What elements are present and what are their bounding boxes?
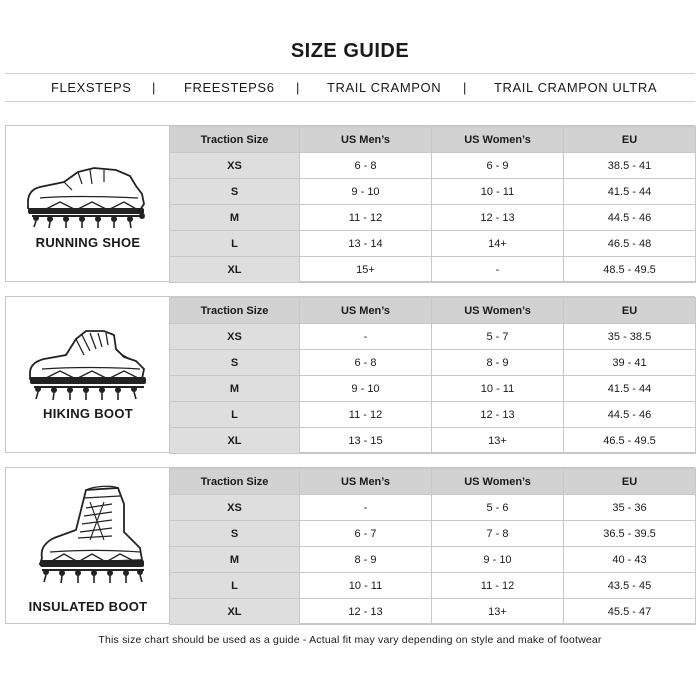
- column-header: US Women’s: [432, 298, 564, 324]
- table-row: [170, 547, 696, 573]
- table-cell: 35 - 38.5: [564, 324, 696, 350]
- table-row: [170, 257, 696, 283]
- size-table: [169, 297, 696, 454]
- table-row: [170, 179, 696, 205]
- fit-disclaimer: This size chart should be used as a guide - Actual fit may vary depending on style and make of footwear: [98, 634, 602, 646]
- section-label: HIKING BOOT: [43, 406, 133, 421]
- tab-trail-crampon[interactable]: TRAIL CRAMPON: [327, 80, 442, 95]
- table-cell: 13+: [432, 599, 564, 625]
- column-header: Traction Size: [170, 298, 300, 324]
- table-cell: 41.5 - 44: [564, 376, 696, 402]
- table-cell: 6 - 8: [300, 350, 432, 376]
- product-tabs: [0, 80, 700, 98]
- table-cell: 6 - 8: [300, 153, 432, 179]
- table-cell: 48.5 - 49.5: [564, 257, 696, 283]
- section-label: INSULATED BOOT: [28, 599, 148, 614]
- size-section-hiking-boot: [5, 296, 695, 453]
- table-cell: 13 - 15: [300, 428, 432, 454]
- table-row: [170, 573, 696, 599]
- table-cell: 13+: [432, 428, 564, 454]
- traction-size-cell: XS: [170, 324, 300, 350]
- column-header: Traction Size: [170, 469, 300, 495]
- column-header: US Women’s: [432, 127, 564, 153]
- table-cell: 38.5 - 41: [564, 153, 696, 179]
- tab-freesteps6[interactable]: FREESTEPS6: [184, 80, 275, 95]
- insulated-boot-icon: [20, 482, 150, 590]
- size-table: [169, 126, 696, 283]
- section-left-panel: [5, 126, 170, 281]
- table-cell: 9 - 10: [300, 179, 432, 205]
- table-cell: 14+: [432, 231, 564, 257]
- traction-size-cell: XL: [170, 428, 300, 454]
- table-cell: 13 - 14: [300, 231, 432, 257]
- table-cell: -: [300, 495, 432, 521]
- traction-size-cell: S: [170, 350, 300, 376]
- table-row: [170, 205, 696, 231]
- table-header-row: [170, 469, 696, 495]
- size-section-insulated-boot: [5, 467, 695, 624]
- section-left-panel: [5, 468, 170, 623]
- column-header: EU: [564, 469, 696, 495]
- table-cell: 8 - 9: [432, 350, 564, 376]
- section-label: RUNNING SHOE: [35, 235, 141, 250]
- tab-separator: |: [463, 80, 467, 95]
- table-header-row: [170, 127, 696, 153]
- table-cell: 44.5 - 46: [564, 205, 696, 231]
- table-cell: 7 - 8: [432, 521, 564, 547]
- column-header: US Women’s: [432, 469, 564, 495]
- table-cell: 10 - 11: [432, 376, 564, 402]
- size-section-running-shoe: [5, 125, 695, 282]
- column-header: EU: [564, 127, 696, 153]
- table-cell: 43.5 - 45: [564, 573, 696, 599]
- traction-size-cell: L: [170, 573, 300, 599]
- column-header: US Men’s: [300, 469, 432, 495]
- table-cell: 40 - 43: [564, 547, 696, 573]
- traction-size-cell: XS: [170, 153, 300, 179]
- table-cell: 9 - 10: [432, 547, 564, 573]
- table-cell: 11 - 12: [300, 205, 432, 231]
- divider: [5, 101, 695, 102]
- table-cell: 11 - 12: [432, 573, 564, 599]
- table-cell: 6 - 9: [432, 153, 564, 179]
- table-cell: -: [432, 257, 564, 283]
- table-cell: 10 - 11: [432, 179, 564, 205]
- table-cell: 39 - 41: [564, 350, 696, 376]
- tab-trail-crampon-ultra[interactable]: TRAIL CRAMPON ULTRA: [494, 80, 658, 95]
- table-cell: 9 - 10: [300, 376, 432, 402]
- traction-size-cell: L: [170, 402, 300, 428]
- column-header: US Men’s: [300, 127, 432, 153]
- traction-size-cell: L: [170, 231, 300, 257]
- traction-size-cell: S: [170, 179, 300, 205]
- table-cell: -: [300, 324, 432, 350]
- table-cell: 35 - 36: [564, 495, 696, 521]
- size-table: [169, 468, 696, 625]
- table-cell: 12 - 13: [432, 205, 564, 231]
- table-row: [170, 231, 696, 257]
- table-cell: 10 - 11: [300, 573, 432, 599]
- traction-size-cell: XL: [170, 257, 300, 283]
- traction-size-cell: XS: [170, 495, 300, 521]
- table-cell: 8 - 9: [300, 547, 432, 573]
- page-title: SIZE GUIDE: [290, 40, 410, 62]
- table-cell: 5 - 7: [432, 324, 564, 350]
- table-row: [170, 521, 696, 547]
- table-row: [170, 350, 696, 376]
- column-header: Traction Size: [170, 127, 300, 153]
- tab-separator: |: [296, 80, 300, 95]
- table-row: [170, 402, 696, 428]
- table-cell: 46.5 - 49.5: [564, 428, 696, 454]
- traction-size-cell: XL: [170, 599, 300, 625]
- traction-size-cell: S: [170, 521, 300, 547]
- hiking-boot-icon: [20, 321, 150, 403]
- table-cell: 46.5 - 48: [564, 231, 696, 257]
- table-cell: 15+: [300, 257, 432, 283]
- table-row: [170, 153, 696, 179]
- table-cell: 36.5 - 39.5: [564, 521, 696, 547]
- column-header: EU: [564, 298, 696, 324]
- table-cell: 5 - 6: [432, 495, 564, 521]
- table-cell: 6 - 7: [300, 521, 432, 547]
- table-row: [170, 324, 696, 350]
- running-shoe-icon: [20, 158, 150, 230]
- table-row: [170, 428, 696, 454]
- table-cell: 12 - 13: [300, 599, 432, 625]
- table-cell: 45.5 - 47: [564, 599, 696, 625]
- table-row: [170, 376, 696, 402]
- tab-flexsteps[interactable]: FLEXSTEPS: [51, 80, 132, 95]
- table-row: [170, 599, 696, 625]
- tab-separator: |: [152, 80, 156, 95]
- table-cell: 12 - 13: [432, 402, 564, 428]
- traction-size-cell: M: [170, 547, 300, 573]
- table-header-row: [170, 298, 696, 324]
- divider: [5, 73, 695, 74]
- traction-size-cell: M: [170, 205, 300, 231]
- column-header: US Men’s: [300, 298, 432, 324]
- table-cell: 11 - 12: [300, 402, 432, 428]
- traction-size-cell: M: [170, 376, 300, 402]
- table-row: [170, 495, 696, 521]
- section-left-panel: [5, 297, 170, 452]
- table-cell: 41.5 - 44: [564, 179, 696, 205]
- table-cell: 44.5 - 46: [564, 402, 696, 428]
